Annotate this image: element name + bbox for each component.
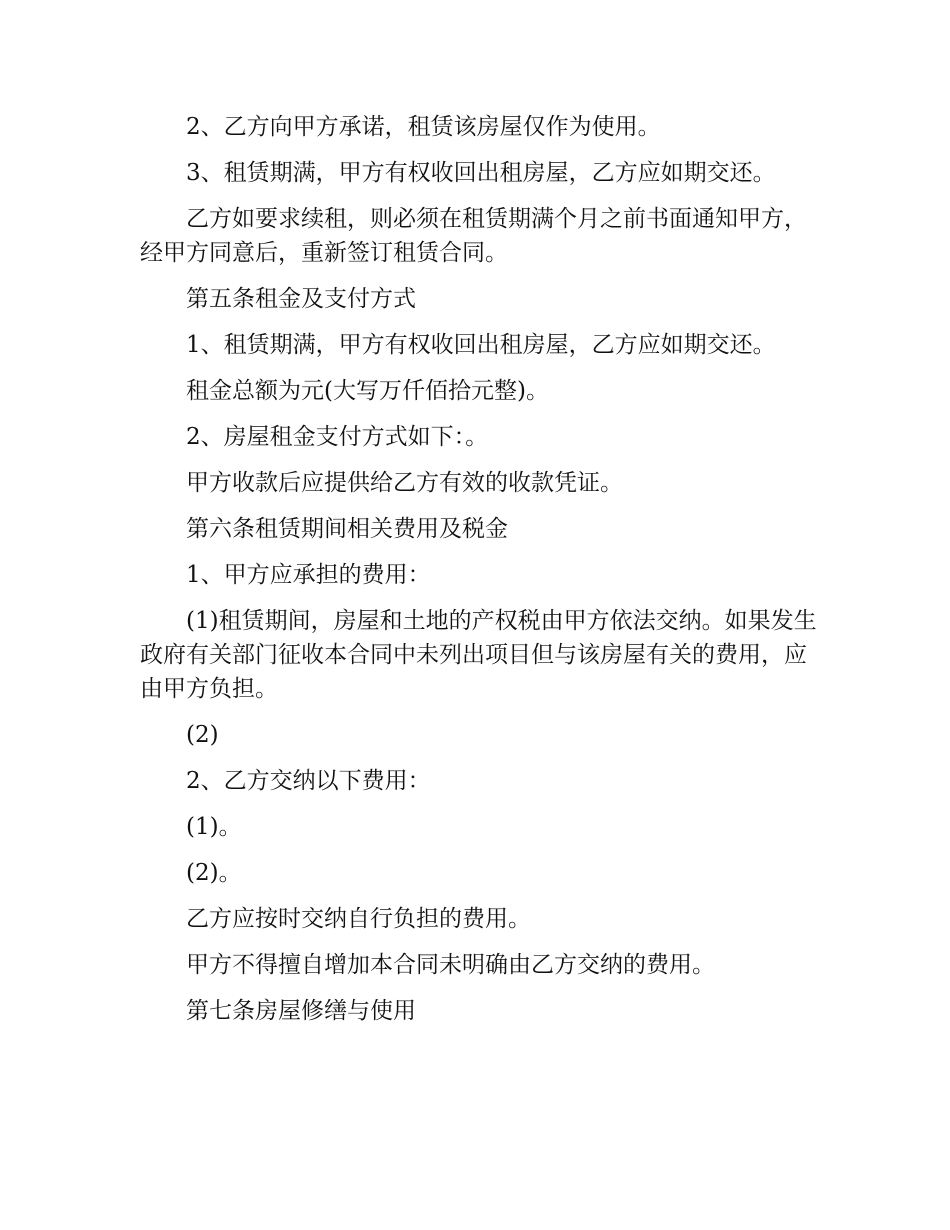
paragraph-lease-expiry-repeat: 1、租赁期满，甲方有权收回出租房屋，乙方应如期交还。: [186, 332, 776, 358]
paragraph-pay-on-time: 乙方应按时交纳自行负担的费用。: [186, 906, 531, 932]
paragraph-property-tax: (1)租赁期间，房屋和土地的产权税由甲方依法交纳。如果发生政府有关部门征收本合同中未列出项目但与该房屋有关的费用，应由甲方负担。: [140, 608, 817, 702]
paragraph-rent-total: 租金总额为元(大写万仟佰拾元整)。: [186, 378, 549, 404]
paragraph-payment-method: 2、房屋租金支付方式如下：。: [186, 424, 489, 450]
document-body: [140, 110, 820, 1040]
paragraph-tenant-costs: 2、乙方交纳以下费用：: [186, 768, 431, 794]
paragraph-lease-expiry: 3、租赁期满，甲方有权收回出租房屋，乙方应如期交还。: [186, 160, 776, 186]
paragraph-renewal: 乙方如要求续租，则必须在租赁期满个月之前书面通知甲方，经甲方同意后，重新签订租赁合同。: [140, 206, 807, 266]
paragraph-tenant-promise: 2、乙方向甲方承诺，租赁该房屋仅作为使用。: [186, 114, 661, 140]
paragraph-receipt: 甲方收款后应提供给乙方有效的收款凭证。: [186, 470, 623, 496]
section-heading-article-7: 第七条房屋修缮与使用: [186, 998, 416, 1024]
section-heading-article-5: 第五条租金及支付方式: [186, 286, 416, 312]
paragraph-item-2: (2): [186, 722, 219, 748]
paragraph-no-extra-fees: 甲方不得擅自增加本合同未明确由乙方交纳的费用。: [186, 952, 715, 978]
paragraph-tenant-item-2: (2)。: [186, 860, 242, 886]
paragraph-tenant-item-1: (1)。: [186, 814, 242, 840]
paragraph-landlord-costs: 1、甲方应承担的费用：: [186, 562, 431, 588]
section-heading-article-6: 第六条租赁期间相关费用及税金: [186, 516, 508, 542]
